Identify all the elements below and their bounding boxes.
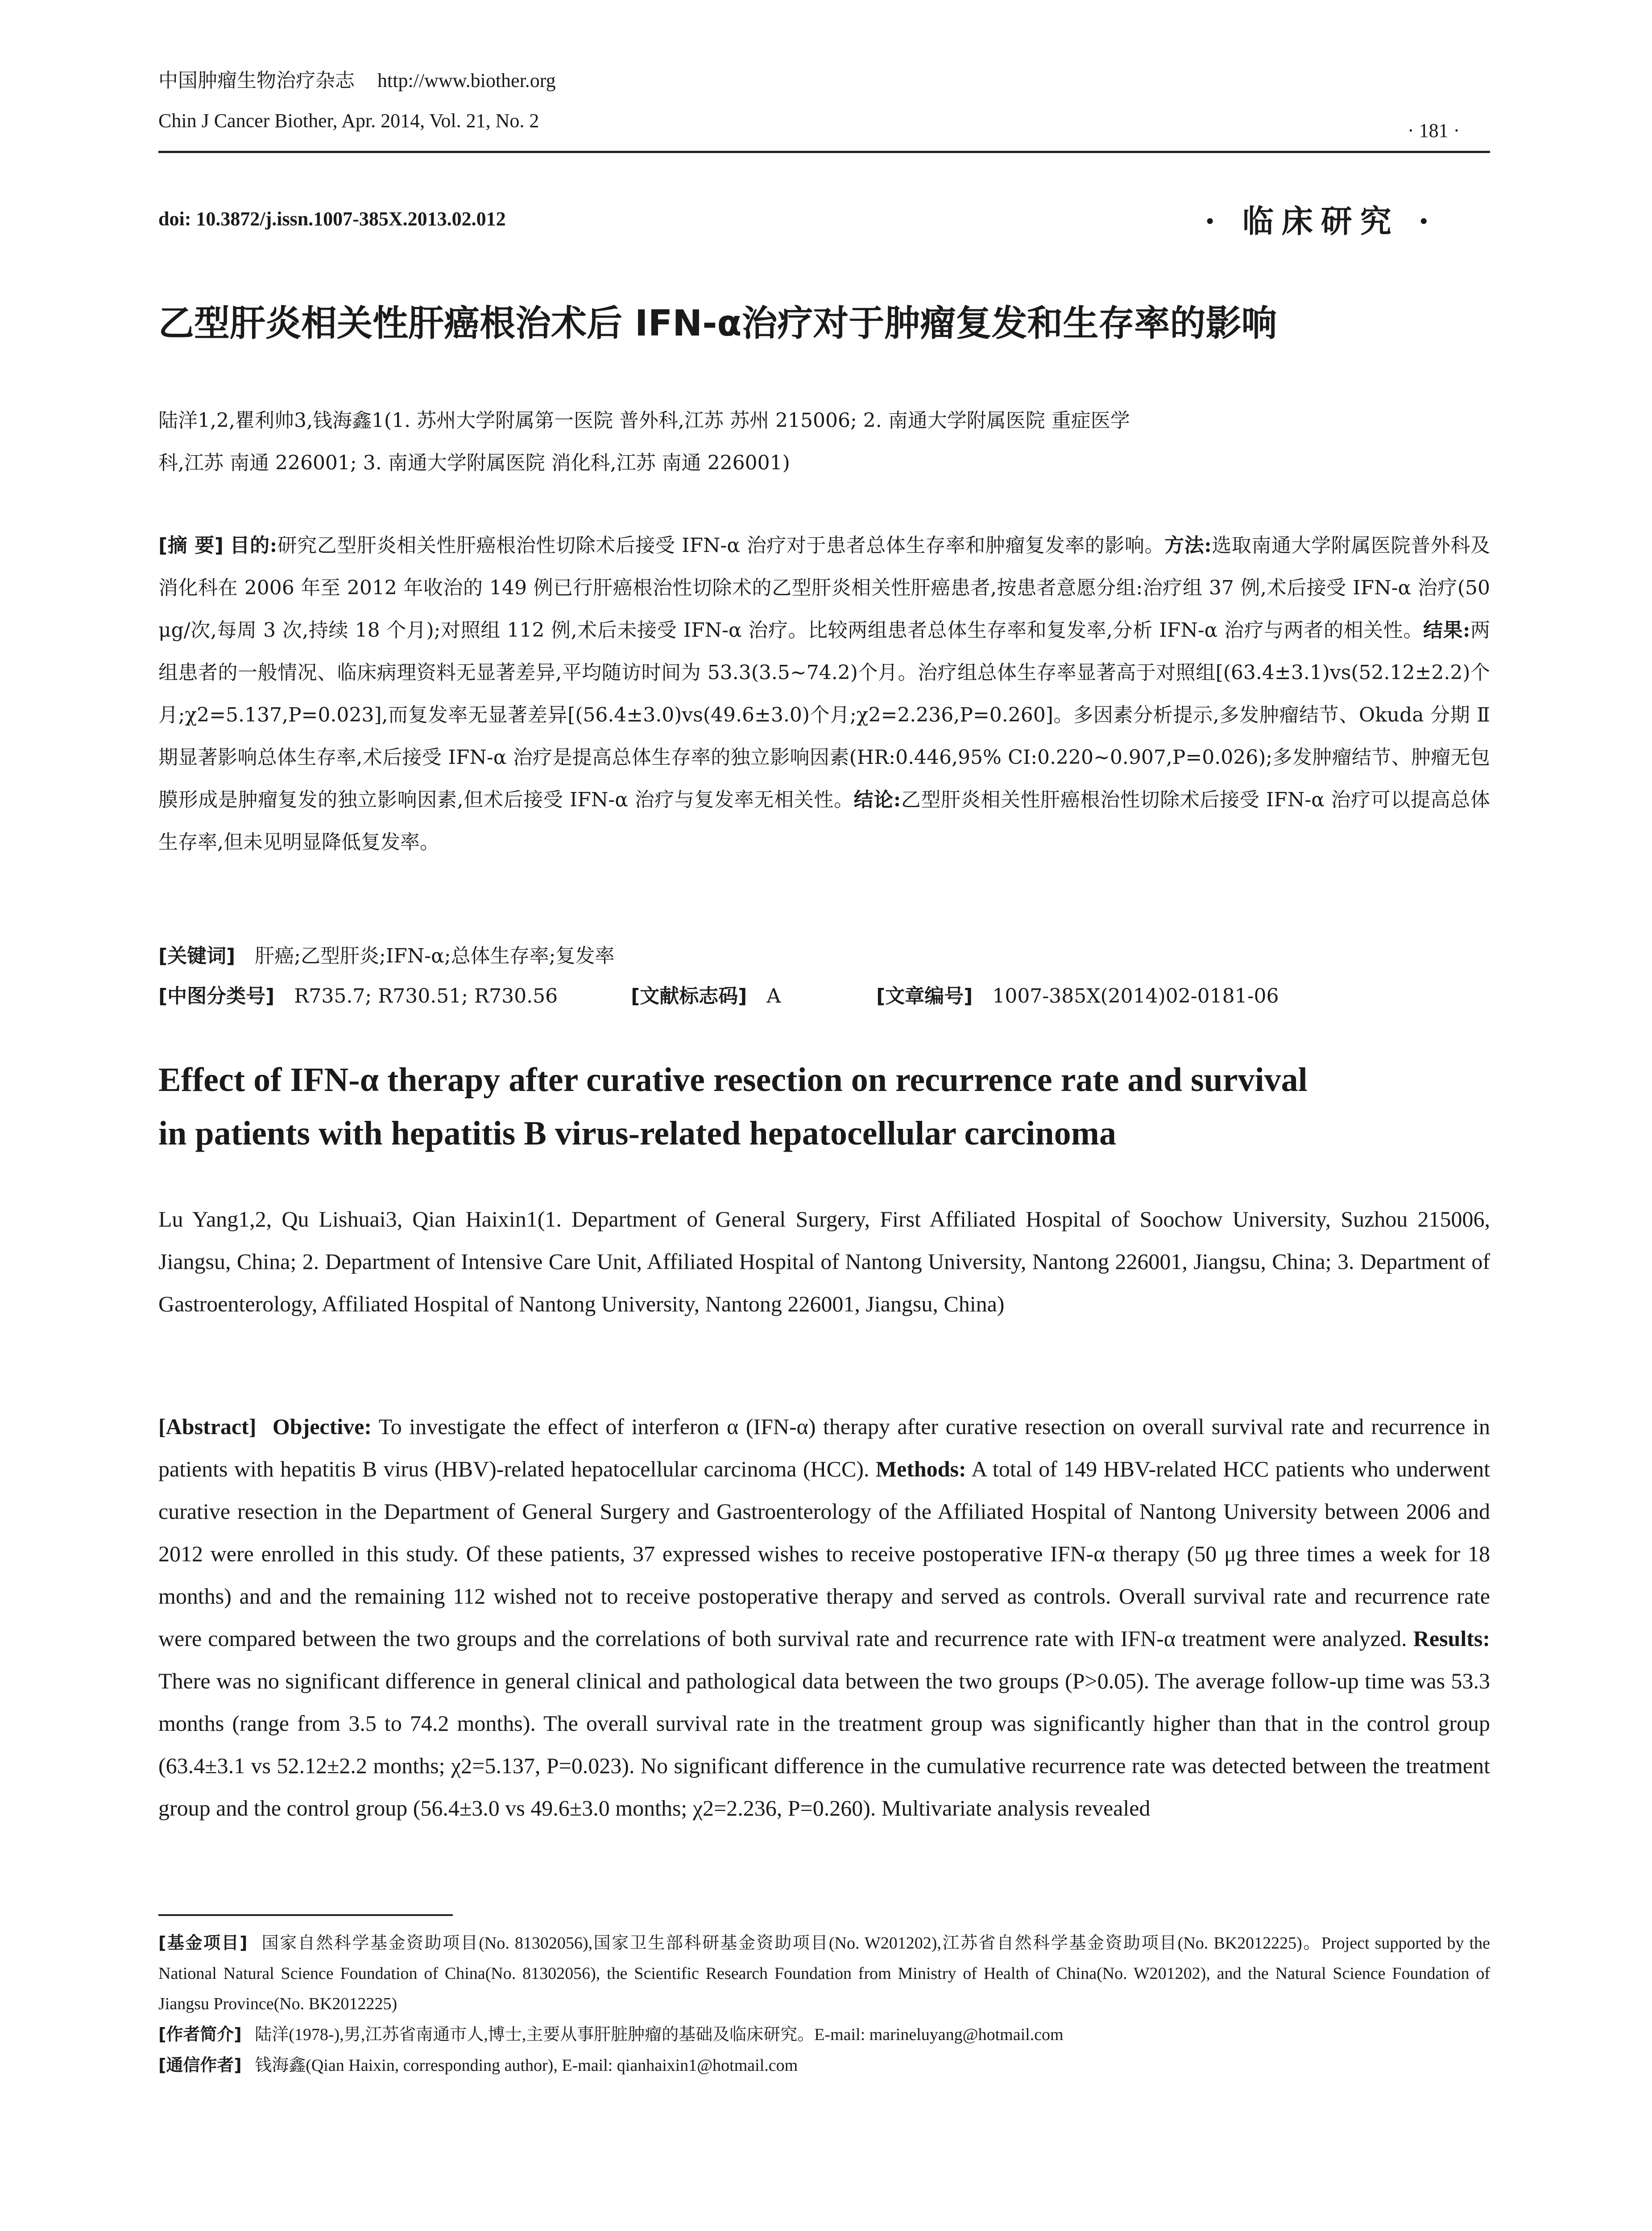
objective-label-cn: 目的: bbox=[230, 534, 277, 557]
classification-line bbox=[158, 975, 1490, 1017]
results-cn: 两组患者的一般情况、临床病理资料无显著差异,平均随访时间为 53.3(3.5~74.2)个月。治疗组总体生存率显著高于对照组[(63.4±3.1)vs(52.12±2.2)个月;χ2=5.137,P=0.023],而复发率无显著差异[(56.4±3.0)vs(49.6±3.0)个月;χ2=2.236,P=0.260]。多因素分析提示,多发肿瘤结节、Okuda 分期 Ⅱ 期显著影响总体生存率,术后接受 IFN-α 治疗是提高总体生存率的独立影响因素(HR:0.446,95% CI:0.220~0.907,P=0.026);多发肿瘤结节、肿瘤无包膜形成是肿瘤复发的独立影响因素,但术后接受 IFN-α 治疗与复发率无相关性。 bbox=[158, 619, 1491, 811]
results-label-en: Results: bbox=[1413, 1626, 1491, 1651]
abstract-cn-label: [摘 要] bbox=[158, 534, 224, 557]
author-bio bbox=[158, 2019, 1490, 2050]
author-bio-label: [作者简介] bbox=[158, 2024, 242, 2044]
doi[interactable]: doi: 10.3872/j.issn.1007-385X.2013.02.012 bbox=[158, 208, 506, 230]
objective-cn: 研究乙型肝炎相关性肝癌根治性切除术后接受 IFN-α 治疗对于患者总体生存率和肿瘤复发率的影响。 bbox=[277, 534, 1165, 557]
results-en: There was no significant difference in general clinical and pathological data between the two groups (P>0.05). The average follow-up time was 53.3 months (range from 3.5 to 74.2 months). The overall survival rate in the treatment group was significantly higher than that in the control group (63.4±3.1 vs 52.12±2.2 months; χ2=5.137, P=0.023). No significant difference in the cumulative recurrence rate was detected between the treatment group and the control group (56.4±3.0 vs 49.6±3.0 months; χ2=2.236, P=0.260). Multivariate analysis revealed bbox=[158, 1668, 1490, 1820]
article-number-value: 1007-385X(2014)02-0181-06 bbox=[992, 985, 1279, 1008]
title-en-line-2: in patients with hepatitis B virus-related hepatocellular carcinoma bbox=[158, 1115, 1116, 1152]
clc-label: [中图分类号] bbox=[158, 985, 275, 1008]
fund-text: 国家自然科学基金资助项目(No. 81302056),国家卫生部科研基金资助项目(No. W201202),江苏省自然科学基金资助项目(No. BK2012225)。Project supported by the National Natural Science Foundation of China(No. 81302056), the Scientific Research Foundation from Ministry of Health of China(No. W201202), and the Natural Science Foundation of Jiangsu Province(No. BK2012225) bbox=[158, 1934, 1490, 2013]
clc-value: R735.7; R730.51; R730.56 bbox=[294, 985, 558, 1008]
journal-name-cn: 中国肿瘤生物治疗杂志 bbox=[158, 70, 355, 91]
objective-en: To investigate the effect of interferon α (IFN-α) therapy after curative resection on overall survival rate and recurrence in patients with hepatitis B virus (HBV)-related hepatocellular carcinoma (HCC). bbox=[158, 1414, 1490, 1481]
corresponding-label: [通信作者] bbox=[158, 2055, 242, 2075]
page-number: · 181 · bbox=[1408, 120, 1460, 141]
keywords-label: [关键词] bbox=[158, 945, 236, 967]
abstract-cn bbox=[158, 524, 1490, 863]
keywords-cn bbox=[158, 935, 1490, 977]
article-number-label: [文章编号] bbox=[876, 985, 973, 1008]
section-label: · 临床研究 · bbox=[1205, 203, 1437, 240]
footnote-rule bbox=[158, 1914, 453, 1916]
methods-label-cn: 方法: bbox=[1164, 534, 1212, 557]
header-rule bbox=[158, 151, 1490, 153]
fund-note bbox=[158, 1928, 1490, 2019]
conclusion-cn: 乙型肝炎相关性肝癌根治性切除术后接受 IFN-α 治疗可以提高总体生存率,但未见明显降低复发率。 bbox=[158, 788, 1490, 854]
conclusion-label-cn: 结论: bbox=[853, 788, 901, 811]
abstract-en-label: [Abstract] bbox=[158, 1414, 257, 1439]
methods-en: A total of 149 HBV-related HCC patients who underwent curative resection in the Department of General Surgery and Gastroenterology of the Affiliated Hospital of Nantong University between 2006 and 2012 were enrolled in this study. Of these patients, 37 expressed wishes to receive postoperative IFN-α therapy (50 μg three times a week for 18 months) and and the remaining 112 wished not to receive postoperative therapy and served as controls. Overall survival rate and recurrence rate were compared between the two groups and the correlations of both survival rate and recurrence rate with IFN-α treatment were analyzed. bbox=[158, 1456, 1490, 1651]
methods-label-en: Methods: bbox=[875, 1456, 966, 1481]
title-cn: 乙型肝炎相关性肝癌根治术后 IFN-α治疗对于肿瘤复发和生存率的影响 bbox=[158, 303, 1277, 344]
title-en-line-1: Effect of IFN-α therapy after curative resection on recurrence rate and survival bbox=[158, 1061, 1308, 1099]
objective-label-en: Objective: bbox=[272, 1414, 372, 1439]
journal-url[interactable]: http://www.biother.org bbox=[377, 70, 556, 91]
methods-cn: 选取南通大学附属医院普外科及消化科在 2006 年至 2012 年收治的 149 例已行肝癌根治性切除术的乙型肝炎相关性肝癌患者,按患者意愿分组:治疗组 37 例,术后接受 IFN-α 治疗(50 μg/次,每周 3 次,持续 18 个月);对照组 112 例,术后未接受 IFN-α 治疗。比较两组患者总体生存率和复发率,分析 IFN-α 治疗与两者的相关性。 bbox=[158, 534, 1490, 642]
fund-label: [基金项目] bbox=[158, 1933, 248, 1953]
title-en bbox=[158, 1053, 1490, 1160]
results-label-cn: 结果: bbox=[1423, 619, 1470, 642]
corresponding-text: 钱海鑫(Qian Haixin, corresponding author), E-mail: qianhaixin1@hotmail.com bbox=[255, 2056, 798, 2075]
authors-cn bbox=[158, 399, 1490, 484]
authors-cn-line-1: 陆洋1,2,瞿利帅3,钱海鑫1(1. 苏州大学附属第一医院 普外科,江苏 苏州 215006; 2. 南通大学附属医院 重症医学 bbox=[158, 409, 1130, 432]
footnotes bbox=[158, 1928, 1490, 2081]
authors-en: Lu Yang1,2, Qu Lishuai3, Qian Haixin1(1. Department of General Surgery, First Affiliated Hospital of Soochow University, Suzhou 215006, Jiangsu, China; 2. Department of Intensive Care Unit, Affiliated Hospital of Nantong University, Nantong 226001, Jiangsu, China; 3. Department of Gastroenterology, Affiliated Hospital of Nantong University, Nantong 226001, Jiangsu, China) bbox=[158, 1207, 1490, 1316]
journal-name-en: Chin J Cancer Biother, Apr. 2014, Vol. 21, No. 2 bbox=[158, 110, 539, 132]
doc-code-value: A bbox=[766, 985, 781, 1008]
author-bio-text: 陆洋(1978-),男,江苏省南通市人,博士,主要从事肝脏肿瘤的基础及临床研究。E-mail: marineluyang@hotmail.com bbox=[255, 2025, 1064, 2044]
doc-code-label: [文献标志码] bbox=[631, 985, 747, 1008]
keywords-text: 肝癌;乙型肝炎;IFN-α;总体生存率;复发率 bbox=[255, 945, 615, 967]
journal-header-cn bbox=[158, 67, 556, 95]
authors-cn-line-2: 科,江苏 南通 226001; 3. 南通大学附属医院 消化科,江苏 南通 226001) bbox=[158, 452, 790, 474]
abstract-en bbox=[158, 1406, 1490, 1829]
corresponding-author bbox=[158, 2050, 1490, 2081]
